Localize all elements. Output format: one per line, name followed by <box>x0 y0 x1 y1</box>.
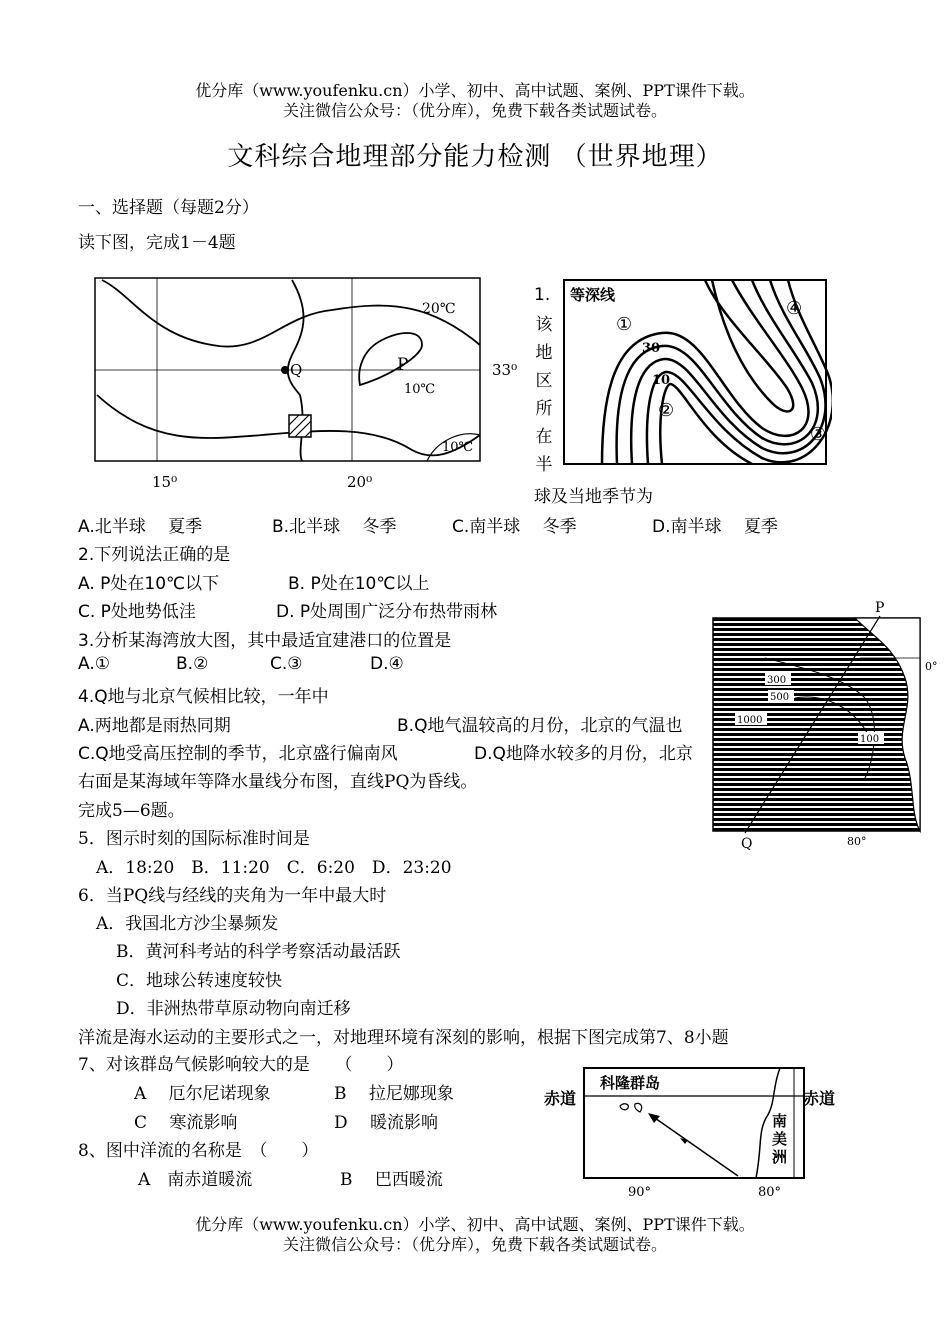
q2-option-b: B. P处在10℃以上 <box>288 574 430 594</box>
label-500: 500 <box>770 692 790 703</box>
q7-option-d: D 暖流影响 <box>334 1113 439 1133</box>
precipitation-map <box>705 598 950 853</box>
marker-3: ③ <box>810 424 827 445</box>
q7-option-b: B 拉尼娜现象 <box>334 1084 454 1104</box>
q7-stem: 7、对该群岛气候影响较大的是 （ ） <box>78 1055 404 1075</box>
label-15: 15⁰ <box>152 473 178 491</box>
label-80deg-map4: 80° <box>758 1185 782 1200</box>
point-q <box>281 366 289 374</box>
label-equator-left: 赤道 <box>544 1089 577 1108</box>
q4-option-b: B.Q地气温较高的月份，北京的气温也 <box>397 716 683 736</box>
q1-tail: 球及当地季节为 <box>534 487 653 507</box>
island-2 <box>635 1103 642 1112</box>
header-line-2: 关注微信公众号：（优分库），免费下载各类试题试卷。 <box>282 101 667 120</box>
label-continent-3: 洲 <box>772 1148 788 1166</box>
bathymetric-map <box>562 278 832 468</box>
map3-label-q: Q <box>741 836 753 852</box>
map3-label-p: P <box>875 600 885 616</box>
label-33: 33⁰ <box>492 361 518 379</box>
q8-stem: 8、图中洋流的名称是 （ ） <box>78 1141 319 1161</box>
label-continent-1: 南 <box>772 1112 788 1130</box>
label-continent-2: 美 <box>772 1130 788 1148</box>
label-10c-a: 10℃ <box>404 382 436 397</box>
q2-option-d: D. P处周围广泛分布热带雨林 <box>276 602 498 622</box>
q5-options: A．18:20 B．11:20 C．6:20 D．23:20 <box>96 858 452 878</box>
svg-text:Q: Q <box>290 361 303 379</box>
map2-title: 等深线 <box>570 286 616 304</box>
label-10c-b: 10℃ <box>442 440 474 455</box>
page-title: 文科综合地理部分能力检测 （世界地理） <box>227 142 723 172</box>
q7-option-a: A 厄尔尼诺现象 <box>134 1084 271 1104</box>
depth-30: 30 <box>642 341 661 356</box>
marker-2: ② <box>658 400 675 421</box>
intro78: 洋流是海水运动的主要形式之一，对地理环境有深刻的影响，根据下图完成第7、8小题 <box>78 1028 729 1048</box>
q7-option-c: C 寒流影响 <box>134 1113 238 1133</box>
marker-4: ④ <box>786 298 803 319</box>
label-1000: 1000 <box>737 715 763 726</box>
label-0deg: 0° <box>925 660 938 673</box>
current-arrow <box>652 1116 738 1176</box>
q8-option-a: A 南赤道暖流 <box>138 1170 253 1190</box>
label-20: 20⁰ <box>347 473 373 491</box>
q3-option-b: B.② <box>176 654 209 674</box>
q6-option-b: B．黄河科考站的科学考察活动最活跃 <box>116 942 401 962</box>
label-equator-right: 赤道 <box>803 1089 836 1108</box>
section-heading: 一、选择题（每题2分） <box>78 198 259 218</box>
q2-option-c: C. P处地势低洼 <box>78 602 196 622</box>
q1-option-b: B.北半球 冬季 <box>272 517 397 537</box>
footer-line-1: 优分库（www.youfenku.cn）小学、初中、高中试题、案例、PPT课件下载。 <box>195 1215 755 1234</box>
intro56-line1: 右面是某海域年等降水量线分布图，直线PQ为昏线。 <box>78 772 478 792</box>
read-instruction: 读下图，完成1－4题 <box>78 233 236 253</box>
footer-line-2: 关注微信公众号：（优分库），免费下载各类试题试卷。 <box>282 1235 667 1254</box>
q1-vertical-char: 所 <box>535 399 553 419</box>
label-100: 100 <box>860 734 880 745</box>
q3-option-d: D.④ <box>370 654 404 674</box>
q6-option-c: C．地球公转速度较快 <box>116 971 283 991</box>
q2-stem: 2.下列说法正确的是 <box>78 545 231 565</box>
q3-stem: 3.分析某海湾放大图，其中最适宜建港口的位置是 <box>78 631 452 651</box>
depth-10: 10 <box>652 373 671 388</box>
isotherm-map <box>92 275 522 495</box>
q5-stem: 5．图示时刻的国际标准时间是 <box>78 829 310 849</box>
label-80deg: 80° <box>847 835 867 848</box>
label-90deg: 90° <box>628 1185 652 1200</box>
intro56-line2: 完成5—6题。 <box>78 801 185 821</box>
q1-option-d: D.南半球 夏季 <box>652 517 778 537</box>
q1-vertical-char: 该 <box>535 315 553 335</box>
q4-option-d: D.Q地降水较多的月份，北京 <box>474 744 693 764</box>
q3-option-a: A.① <box>78 654 110 674</box>
q6-option-d: D．非洲热带草原动物向南迁移 <box>116 999 351 1019</box>
header-line-1: 优分库（www.youfenku.cn）小学、初中、高中试题、案例、PPT课件下载。 <box>195 81 755 100</box>
marker-1: ① <box>616 314 633 335</box>
label-20c: 20℃ <box>422 301 456 317</box>
q4-option-a: A.两地都是雨热同期 <box>78 716 231 736</box>
q4-stem: 4.Q地与北京气候相比较，一年中 <box>78 687 329 707</box>
label-p: P <box>397 355 409 375</box>
q4-option-c: C.Q地受高压控制的季节，北京盛行偏南风 <box>78 744 398 764</box>
q6-stem: 6．当PQ线与经线的夹角为一年中最大时 <box>78 886 387 906</box>
q1-vertical-char: 在 <box>535 427 553 447</box>
q1-vertical-char: 地 <box>535 343 553 363</box>
isotherm-p-loop <box>359 333 422 385</box>
q1-option-c: C.南半球 冬季 <box>452 517 577 537</box>
q1-vertical-char: 区 <box>535 371 553 391</box>
q6-option-a: A．我国北方沙尘暴频发 <box>96 914 279 934</box>
label-300: 300 <box>767 675 787 686</box>
island-1 <box>620 1104 628 1110</box>
label-islands: 科隆群岛 <box>600 1074 661 1092</box>
q1-vertical-text <box>534 311 554 479</box>
q2-option-a: A. P处在10℃以下 <box>78 574 220 594</box>
q1-vertical-char: 半 <box>535 455 553 475</box>
q3-option-c: C.③ <box>270 654 303 674</box>
q1-number: 1. <box>534 285 551 305</box>
current-map <box>540 1058 850 1203</box>
q1-option-a: A.北半球 夏季 <box>78 517 203 537</box>
q8-option-b: B 巴西暖流 <box>340 1170 443 1190</box>
